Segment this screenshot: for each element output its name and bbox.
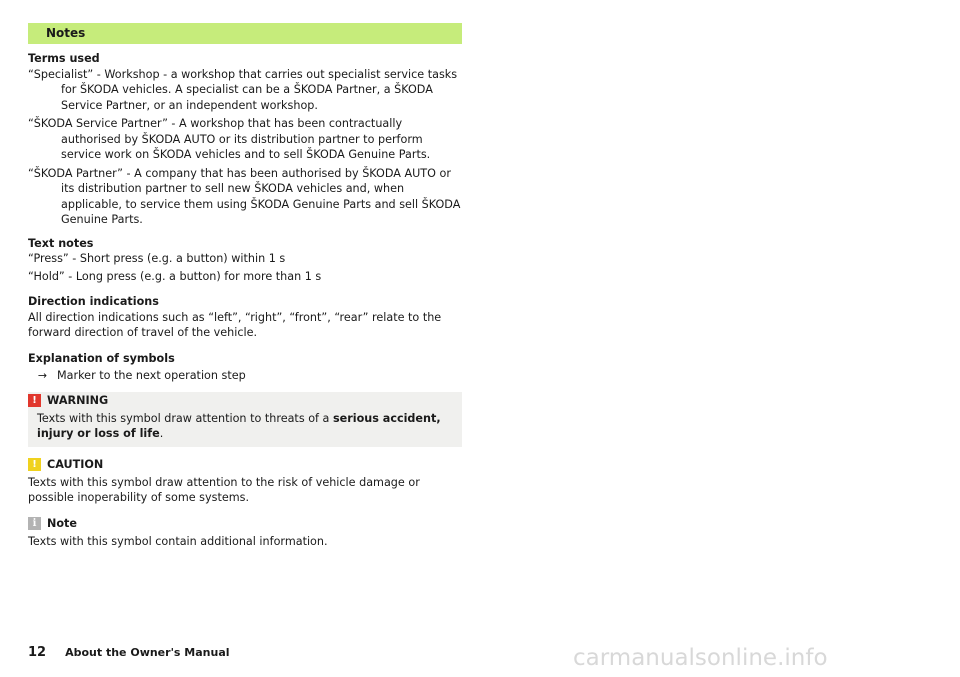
warning-head (28, 393, 462, 408)
arrow-right-icon: → (37, 369, 48, 382)
direction-body: All direction indications such as “left”, “right”, “front”, “rear” relate to the forward direction of travel of the vehicle. (28, 310, 442, 339)
symbol-row (28, 368, 462, 384)
warning-body-start: Texts with this symbol draw attention to threats of a (37, 411, 333, 425)
note-body: Texts with this symbol contain additional information. (28, 534, 328, 548)
warning-body (37, 411, 462, 442)
symbol-label: Marker to the next operation step (57, 369, 246, 382)
caution-title: CAUTION (47, 457, 104, 471)
note-head (28, 516, 462, 531)
caution-body: Texts with this symbol draw attention to the risk of vehicle damage or possible inoperability of some systems. (28, 475, 420, 504)
warning-box (28, 392, 462, 447)
note-block (28, 516, 462, 550)
warning-title: WARNING (47, 393, 109, 407)
caution-block (28, 457, 462, 506)
caution-icon: ! (28, 458, 41, 471)
term-specialist: “Specialist” - Workshop - a workshop that carries out specialist service tasks for ŠKODA vehicles. A specialist can be a ŠKODA Partner, a ŠKODA Service Partner, or an independent workshop. (28, 67, 458, 112)
caution-head (28, 457, 462, 472)
symbols-heading: Explanation of symbols (28, 351, 175, 365)
text-note-press: “Press” - Short press (e.g. a button) within 1 s (28, 252, 286, 265)
notes-column (28, 23, 462, 549)
warning-icon: ! (28, 394, 41, 407)
page-footer (28, 645, 230, 660)
section-title: About the Owner's Manual (65, 646, 230, 659)
page-number: 12 (28, 645, 47, 660)
text-note-hold: “Hold” - Long press (e.g. a button) for more than 1 s (28, 269, 322, 283)
warning-body-emphasis: serious accident, injury or loss of life (37, 411, 441, 440)
direction-heading: Direction indications (28, 295, 159, 308)
watermark: carmanualsonline.info (573, 645, 828, 671)
warning-body-end: . (159, 427, 164, 440)
notes-header: Notes (28, 23, 462, 44)
terms-heading: Terms used (28, 52, 100, 65)
text-notes-heading: Text notes (28, 236, 94, 250)
term-service-partner: “ŠKODA Service Partner” - A workshop that has been contractually authorised by ŠKODA AUTO or its distribution partner to perform service work on ŠKODA vehicles and to sell ŠKODA Genuine Parts. (28, 117, 431, 161)
note-title: Note (47, 516, 77, 530)
info-icon: i (28, 517, 41, 530)
term-partner: “ŠKODA Partner” - A company that has been authorised by ŠKODA AUTO or its distribution partner to sell new ŠKODA vehicles and, when applicable, to service them using ŠKODA Genuine Parts and sell ŠKODA Genuine Parts. (28, 166, 461, 226)
